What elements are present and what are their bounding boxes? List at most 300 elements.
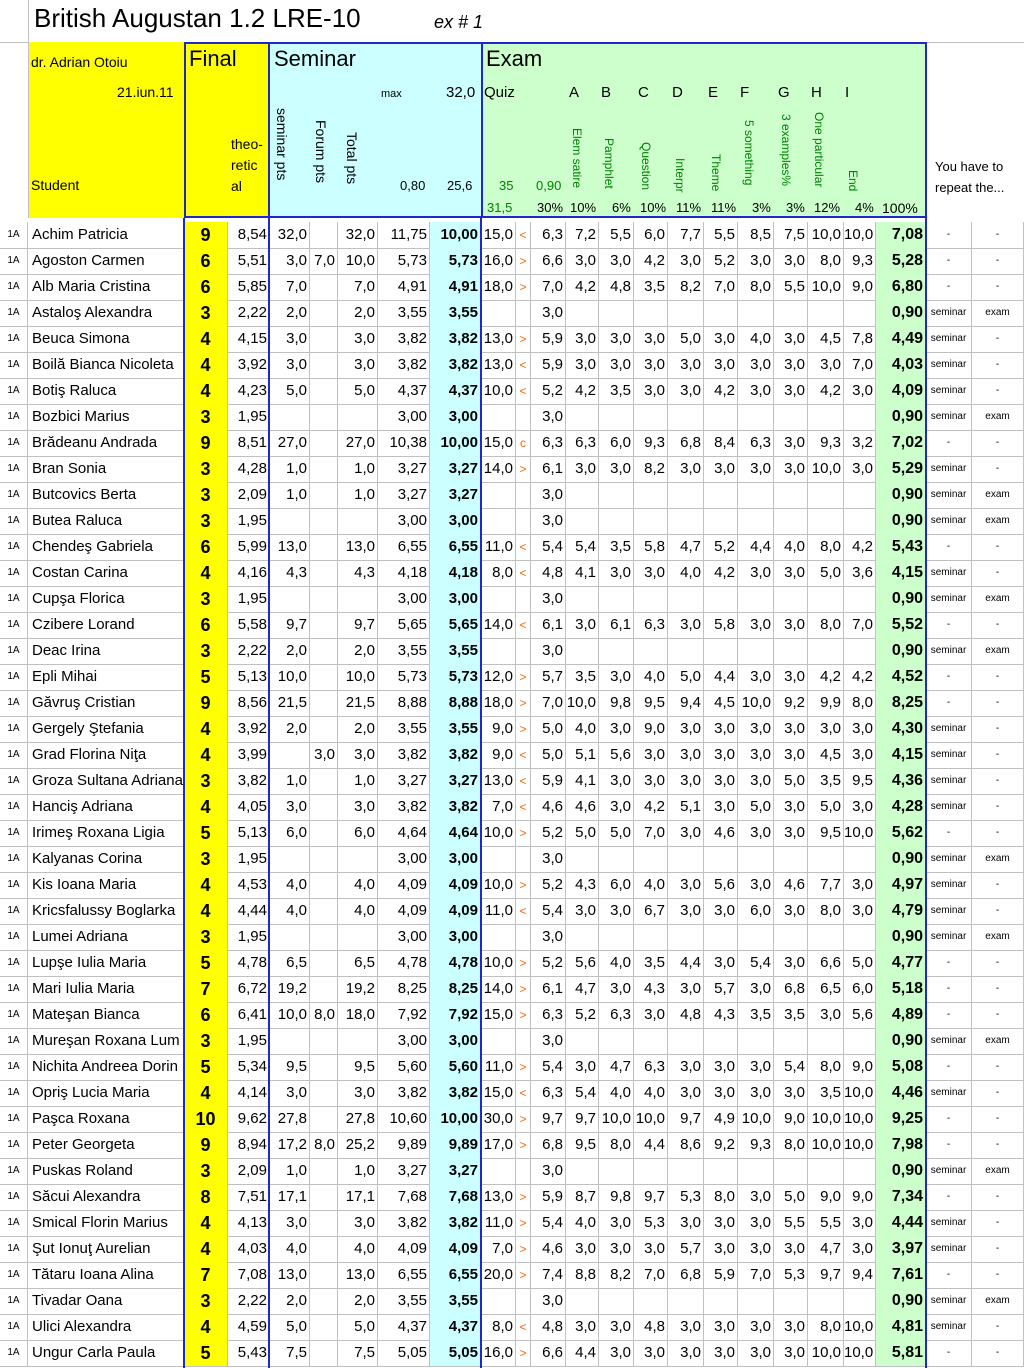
score-f-cell[interactable] <box>738 300 774 326</box>
seminar-pts-cell[interactable]: 27,8 <box>270 1106 310 1132</box>
quiz-cell[interactable]: 17,0 <box>481 1132 516 1158</box>
exam-total-cell[interactable]: 0,90 <box>876 638 926 664</box>
score-a-cell[interactable]: 4,1 <box>566 768 599 794</box>
score-h-cell[interactable]: 8,0 <box>808 1054 844 1080</box>
score-h-cell[interactable]: 8,0 <box>808 534 844 560</box>
score-e-cell[interactable]: 8,0 <box>704 1184 738 1210</box>
seminar-pts-cell[interactable]: 27,0 <box>270 430 310 456</box>
forum-pts-cell[interactable] <box>310 872 338 898</box>
score-g-cell[interactable]: 3,0 <box>774 950 808 976</box>
forum-pts-cell[interactable] <box>310 1080 338 1106</box>
seminar-final-cell[interactable]: 3,27 <box>430 768 481 794</box>
score-e-cell[interactable] <box>704 1028 738 1054</box>
score-a-cell[interactable]: 3,0 <box>566 326 599 352</box>
student-name-cell[interactable]: Astaloş Alexandra <box>28 300 184 326</box>
score-e-cell[interactable]: 3,0 <box>704 794 738 820</box>
repeat-seminar-cell[interactable]: - <box>926 976 972 1002</box>
score-b-cell[interactable] <box>599 586 634 612</box>
repeat-seminar-cell[interactable]: seminar <box>926 560 972 586</box>
score-a-cell[interactable]: 5,4 <box>566 534 599 560</box>
theoretical-cell[interactable]: 3,82 <box>228 768 270 794</box>
score-d-cell[interactable]: 3,0 <box>668 820 704 846</box>
student-name-cell[interactable]: Găvruş Cristian <box>28 690 184 716</box>
theoretical-cell[interactable]: 4,13 <box>228 1210 270 1236</box>
score-a-cell[interactable]: 4,2 <box>566 378 599 404</box>
score-c-cell[interactable]: 3,0 <box>634 1340 668 1366</box>
score-f-cell[interactable]: 6,0 <box>738 898 774 924</box>
total-pts-cell[interactable]: 19,2 <box>338 976 378 1002</box>
seminar-pts-cell[interactable]: 3,0 <box>270 248 310 274</box>
score-f-cell[interactable] <box>738 586 774 612</box>
score-i-cell[interactable]: 6,0 <box>844 976 876 1002</box>
score-i-cell[interactable]: 5,6 <box>844 1002 876 1028</box>
repeat-seminar-cell[interactable]: seminar <box>926 794 972 820</box>
score-b-cell[interactable]: 3,0 <box>599 794 634 820</box>
repeat-exam-cell[interactable]: exam <box>972 638 1024 664</box>
score-i-cell[interactable]: 10,0 <box>844 1106 876 1132</box>
repeat-exam-cell[interactable]: - <box>972 1080 1024 1106</box>
score-f-cell[interactable]: 3,0 <box>738 1054 774 1080</box>
exam-total-cell[interactable]: 0,90 <box>876 1158 926 1184</box>
score-e-cell[interactable]: 8,4 <box>704 430 738 456</box>
exam-total-cell[interactable]: 0,90 <box>876 508 926 534</box>
quiz-cell[interactable]: 9,0 <box>481 742 516 768</box>
quiz-cell[interactable] <box>481 846 516 872</box>
quiz-cell[interactable]: 15,0 <box>481 1080 516 1106</box>
score-a-cell[interactable]: 8,7 <box>566 1184 599 1210</box>
score-b-cell[interactable]: 4,0 <box>599 950 634 976</box>
theoretical-cell[interactable]: 5,85 <box>228 274 270 300</box>
quiz-score-cell[interactable]: 6,3 <box>531 222 566 248</box>
class-cell[interactable]: 1A <box>0 1184 28 1210</box>
score-h-cell[interactable] <box>808 482 844 508</box>
total-pts-cell[interactable]: 3,0 <box>338 326 378 352</box>
repeat-exam-cell[interactable]: - <box>972 274 1024 300</box>
forum-pts-cell[interactable] <box>310 300 338 326</box>
repeat-seminar-cell[interactable]: - <box>926 222 972 248</box>
total-pts-cell[interactable]: 32,0 <box>338 222 378 248</box>
score-b-cell[interactable]: 3,0 <box>599 326 634 352</box>
score-g-cell[interactable] <box>774 404 808 430</box>
forum-pts-cell[interactable]: 8,0 <box>310 1002 338 1028</box>
score-a-cell[interactable] <box>566 1288 599 1314</box>
repeat-exam-cell[interactable]: - <box>972 1314 1024 1340</box>
exam-total-cell[interactable]: 4,89 <box>876 1002 926 1028</box>
quiz-score-cell[interactable]: 6,3 <box>531 1002 566 1028</box>
score-e-cell[interactable]: 3,0 <box>704 326 738 352</box>
forum-pts-cell[interactable] <box>310 716 338 742</box>
quiz-cell[interactable]: 13,0 <box>481 326 516 352</box>
final-grade-cell[interactable]: 4 <box>184 326 228 352</box>
quiz-score-cell[interactable]: 3,0 <box>531 404 566 430</box>
score-d-cell[interactable]: 3,0 <box>668 352 704 378</box>
student-name-cell[interactable]: Gergely Ştefania <box>28 716 184 742</box>
seminar-final-cell[interactable]: 4,78 <box>430 950 481 976</box>
exam-total-cell[interactable]: 5,28 <box>876 248 926 274</box>
quiz-cell[interactable]: 10,0 <box>481 950 516 976</box>
score-b-cell[interactable]: 5,6 <box>599 742 634 768</box>
student-name-cell[interactable]: Opriş Lucia Maria <box>28 1080 184 1106</box>
seminar-final-cell[interactable]: 3,00 <box>430 924 481 950</box>
exam-total-cell[interactable]: 4,15 <box>876 742 926 768</box>
seminar-pts-cell[interactable]: 6,5 <box>270 950 310 976</box>
score-a-cell[interactable]: 4,6 <box>566 794 599 820</box>
score-g-cell[interactable]: 3,0 <box>774 898 808 924</box>
score-a-cell[interactable]: 7,2 <box>566 222 599 248</box>
score-i-cell[interactable] <box>844 924 876 950</box>
forum-pts-cell[interactable] <box>310 1210 338 1236</box>
score-h-cell[interactable]: 6,5 <box>808 976 844 1002</box>
total-pts-cell[interactable]: 10,0 <box>338 248 378 274</box>
forum-pts-cell[interactable] <box>310 274 338 300</box>
forum-pts-cell[interactable] <box>310 222 338 248</box>
repeat-seminar-cell[interactable]: seminar <box>926 742 972 768</box>
theoretical-cell[interactable]: 5,43 <box>228 1340 270 1366</box>
score-f-cell[interactable] <box>738 404 774 430</box>
quiz-indicator-cell[interactable] <box>516 638 531 664</box>
quiz-indicator-cell[interactable]: > <box>516 976 531 1002</box>
score-e-cell[interactable]: 3,0 <box>704 950 738 976</box>
forum-pts-cell[interactable] <box>310 1054 338 1080</box>
forum-pts-cell[interactable] <box>310 1314 338 1340</box>
final-grade-cell[interactable]: 7 <box>184 976 228 1002</box>
forum-pts-cell[interactable] <box>310 846 338 872</box>
score-i-cell[interactable] <box>844 586 876 612</box>
score-e-cell[interactable]: 4,5 <box>704 690 738 716</box>
score-g-cell[interactable]: 5,0 <box>774 1184 808 1210</box>
student-name-cell[interactable]: Puskas Roland <box>28 1158 184 1184</box>
repeat-exam-cell[interactable]: exam <box>972 404 1024 430</box>
seminar-final-cell[interactable]: 5,73 <box>430 248 481 274</box>
seminar-pts-cell[interactable] <box>270 846 310 872</box>
score-a-cell[interactable]: 3,0 <box>566 248 599 274</box>
score-h-cell[interactable]: 5,5 <box>808 1210 844 1236</box>
quiz-indicator-cell[interactable]: > <box>516 1340 531 1366</box>
score-a-cell[interactable]: 3,0 <box>566 1314 599 1340</box>
forum-pts-cell[interactable] <box>310 950 338 976</box>
score-d-cell[interactable] <box>668 300 704 326</box>
seminar-score-cell[interactable]: 3,27 <box>378 456 430 482</box>
seminar-score-cell[interactable]: 3,82 <box>378 794 430 820</box>
forum-pts-cell[interactable]: 8,0 <box>310 1132 338 1158</box>
quiz-indicator-cell[interactable] <box>516 1288 531 1314</box>
repeat-exam-cell[interactable]: - <box>972 1054 1024 1080</box>
quiz-cell[interactable]: 14,0 <box>481 976 516 1002</box>
seminar-final-cell[interactable]: 3,27 <box>430 1158 481 1184</box>
score-h-cell[interactable]: 9,5 <box>808 820 844 846</box>
student-name-cell[interactable]: Hanciş Adriana <box>28 794 184 820</box>
score-f-cell[interactable]: 4,0 <box>738 326 774 352</box>
theoretical-cell[interactable]: 1,95 <box>228 924 270 950</box>
score-g-cell[interactable] <box>774 482 808 508</box>
score-f-cell[interactable]: 3,0 <box>738 248 774 274</box>
score-b-cell[interactable] <box>599 482 634 508</box>
forum-pts-cell[interactable] <box>310 1340 338 1366</box>
seminar-score-cell[interactable]: 3,27 <box>378 768 430 794</box>
forum-pts-cell[interactable] <box>310 924 338 950</box>
repeat-seminar-cell[interactable]: seminar <box>926 1210 972 1236</box>
student-name-cell[interactable]: Alb Maria Cristina <box>28 274 184 300</box>
score-g-cell[interactable]: 3,0 <box>774 716 808 742</box>
score-g-cell[interactable]: 4,6 <box>774 872 808 898</box>
total-pts-cell[interactable]: 10,0 <box>338 664 378 690</box>
score-d-cell[interactable]: 5,0 <box>668 326 704 352</box>
seminar-final-cell[interactable]: 3,55 <box>430 638 481 664</box>
quiz-cell[interactable]: 7,0 <box>481 794 516 820</box>
repeat-seminar-cell[interactable]: seminar <box>926 898 972 924</box>
quiz-score-cell[interactable]: 4,8 <box>531 560 566 586</box>
repeat-exam-cell[interactable]: - <box>972 820 1024 846</box>
student-name-cell[interactable]: Smical Florin Marius <box>28 1210 184 1236</box>
score-h-cell[interactable]: 8,0 <box>808 898 844 924</box>
seminar-pts-cell[interactable]: 3,0 <box>270 1080 310 1106</box>
repeat-exam-cell[interactable]: exam <box>972 924 1024 950</box>
theoretical-cell[interactable]: 5,13 <box>228 664 270 690</box>
seminar-final-cell[interactable]: 3,00 <box>430 508 481 534</box>
score-a-cell[interactable]: 3,0 <box>566 1236 599 1262</box>
total-pts-cell[interactable]: 4,0 <box>338 1236 378 1262</box>
seminar-pts-cell[interactable]: 6,0 <box>270 820 310 846</box>
score-b-cell[interactable] <box>599 1028 634 1054</box>
student-name-cell[interactable]: Mari Iulia Maria <box>28 976 184 1002</box>
exam-total-cell[interactable]: 0,90 <box>876 586 926 612</box>
theoretical-cell[interactable]: 6,72 <box>228 976 270 1002</box>
score-c-cell[interactable]: 3,0 <box>634 768 668 794</box>
score-g-cell[interactable] <box>774 300 808 326</box>
score-a-cell[interactable] <box>566 924 599 950</box>
quiz-score-cell[interactable]: 5,2 <box>531 378 566 404</box>
final-grade-cell[interactable]: 4 <box>184 352 228 378</box>
quiz-indicator-cell[interactable] <box>516 482 531 508</box>
class-cell[interactable]: 1A <box>0 1158 28 1184</box>
seminar-final-cell[interactable]: 6,55 <box>430 534 481 560</box>
exam-total-cell[interactable]: 5,29 <box>876 456 926 482</box>
theoretical-cell[interactable]: 1,95 <box>228 586 270 612</box>
score-g-cell[interactable]: 3,0 <box>774 820 808 846</box>
seminar-score-cell[interactable]: 11,75 <box>378 222 430 248</box>
quiz-cell[interactable] <box>481 300 516 326</box>
score-c-cell[interactable]: 9,3 <box>634 430 668 456</box>
score-c-cell[interactable]: 3,0 <box>634 326 668 352</box>
quiz-score-cell[interactable]: 3,0 <box>531 1158 566 1184</box>
quiz-indicator-cell[interactable] <box>516 924 531 950</box>
repeat-exam-cell[interactable]: - <box>972 1236 1024 1262</box>
score-i-cell[interactable]: 10,0 <box>844 1314 876 1340</box>
score-g-cell[interactable]: 3,0 <box>774 1080 808 1106</box>
final-grade-cell[interactable]: 6 <box>184 534 228 560</box>
score-h-cell[interactable] <box>808 1158 844 1184</box>
quiz-score-cell[interactable]: 3,0 <box>531 508 566 534</box>
score-c-cell[interactable] <box>634 482 668 508</box>
final-grade-cell[interactable]: 3 <box>184 300 228 326</box>
repeat-seminar-cell[interactable]: seminar <box>926 326 972 352</box>
score-h-cell[interactable]: 10,0 <box>808 1132 844 1158</box>
final-grade-cell[interactable]: 3 <box>184 1028 228 1054</box>
seminar-pts-cell[interactable]: 3,0 <box>270 1210 310 1236</box>
repeat-seminar-cell[interactable]: seminar <box>926 378 972 404</box>
seminar-score-cell[interactable]: 4,64 <box>378 820 430 846</box>
total-pts-cell[interactable]: 4,0 <box>338 898 378 924</box>
score-f-cell[interactable]: 3,0 <box>738 352 774 378</box>
seminar-score-cell[interactable]: 3,82 <box>378 352 430 378</box>
score-f-cell[interactable]: 3,0 <box>738 872 774 898</box>
score-h-cell[interactable]: 3,5 <box>808 768 844 794</box>
final-grade-cell[interactable]: 4 <box>184 898 228 924</box>
score-b-cell[interactable]: 6,3 <box>599 1002 634 1028</box>
repeat-exam-cell[interactable]: exam <box>972 846 1024 872</box>
score-g-cell[interactable]: 3,0 <box>774 378 808 404</box>
seminar-final-cell[interactable]: 3,00 <box>430 586 481 612</box>
score-i-cell[interactable]: 10,0 <box>844 1132 876 1158</box>
total-pts-cell[interactable]: 5,0 <box>338 1314 378 1340</box>
score-e-cell[interactable]: 3,0 <box>704 1236 738 1262</box>
repeat-exam-cell[interactable]: - <box>972 1106 1024 1132</box>
exam-total-cell[interactable]: 4,30 <box>876 716 926 742</box>
score-a-cell[interactable] <box>566 586 599 612</box>
student-name-cell[interactable]: Bozbici Marius <box>28 404 184 430</box>
score-c-cell[interactable]: 3,0 <box>634 352 668 378</box>
score-a-cell[interactable]: 3,0 <box>566 612 599 638</box>
score-c-cell[interactable]: 6,7 <box>634 898 668 924</box>
seminar-pts-cell[interactable]: 3,0 <box>270 352 310 378</box>
seminar-score-cell[interactable]: 3,55 <box>378 1288 430 1314</box>
score-c-cell[interactable]: 3,5 <box>634 274 668 300</box>
seminar-pts-cell[interactable] <box>270 586 310 612</box>
quiz-score-cell[interactable]: 5,0 <box>531 742 566 768</box>
total-pts-cell[interactable]: 2,0 <box>338 638 378 664</box>
seminar-final-cell[interactable]: 3,82 <box>430 1080 481 1106</box>
score-a-cell[interactable]: 4,0 <box>566 1210 599 1236</box>
score-b-cell[interactable]: 9,8 <box>599 1184 634 1210</box>
class-cell[interactable]: 1A <box>0 638 28 664</box>
score-a-cell[interactable]: 4,7 <box>566 976 599 1002</box>
score-h-cell[interactable]: 9,7 <box>808 1262 844 1288</box>
score-a-cell[interactable]: 3,0 <box>566 1054 599 1080</box>
final-grade-cell[interactable]: 4 <box>184 1314 228 1340</box>
repeat-exam-cell[interactable]: - <box>972 1340 1024 1366</box>
score-f-cell[interactable]: 3,0 <box>738 716 774 742</box>
exam-total-cell[interactable]: 7,34 <box>876 1184 926 1210</box>
score-f-cell[interactable]: 6,3 <box>738 430 774 456</box>
seminar-pts-cell[interactable]: 1,0 <box>270 768 310 794</box>
repeat-exam-cell[interactable]: exam <box>972 1158 1024 1184</box>
score-i-cell[interactable]: 9,0 <box>844 1054 876 1080</box>
repeat-seminar-cell[interactable]: seminar <box>926 924 972 950</box>
theoretical-cell[interactable]: 4,44 <box>228 898 270 924</box>
score-d-cell[interactable]: 9,4 <box>668 690 704 716</box>
quiz-cell[interactable]: 11,0 <box>481 534 516 560</box>
score-i-cell[interactable]: 10,0 <box>844 1340 876 1366</box>
total-pts-cell[interactable]: 25,2 <box>338 1132 378 1158</box>
class-cell[interactable]: 1A <box>0 222 28 248</box>
quiz-indicator-cell[interactable] <box>516 1158 531 1184</box>
quiz-cell[interactable]: 11,0 <box>481 1054 516 1080</box>
quiz-score-cell[interactable]: 6,3 <box>531 1080 566 1106</box>
score-c-cell[interactable] <box>634 404 668 430</box>
seminar-pts-cell[interactable]: 17,2 <box>270 1132 310 1158</box>
total-pts-cell[interactable]: 27,8 <box>338 1106 378 1132</box>
student-name-cell[interactable]: Deac Irina <box>28 638 184 664</box>
theoretical-cell[interactable]: 8,94 <box>228 1132 270 1158</box>
seminar-pts-cell[interactable]: 10,0 <box>270 1002 310 1028</box>
class-cell[interactable]: 1A <box>0 1210 28 1236</box>
final-grade-cell[interactable]: 4 <box>184 378 228 404</box>
seminar-score-cell[interactable]: 4,09 <box>378 1236 430 1262</box>
score-i-cell[interactable]: 4,2 <box>844 664 876 690</box>
score-e-cell[interactable]: 3,0 <box>704 768 738 794</box>
score-h-cell[interactable] <box>808 638 844 664</box>
student-name-cell[interactable]: Butea Raluca <box>28 508 184 534</box>
theoretical-cell[interactable]: 4,53 <box>228 872 270 898</box>
seminar-score-cell[interactable]: 10,60 <box>378 1106 430 1132</box>
total-pts-cell[interactable] <box>338 1028 378 1054</box>
score-g-cell[interactable]: 3,0 <box>774 742 808 768</box>
quiz-cell[interactable]: 15,0 <box>481 430 516 456</box>
student-name-cell[interactable]: Mateşan Bianca <box>28 1002 184 1028</box>
score-b-cell[interactable]: 3,0 <box>599 976 634 1002</box>
seminar-final-cell[interactable]: 7,68 <box>430 1184 481 1210</box>
score-i-cell[interactable] <box>844 846 876 872</box>
score-g-cell[interactable]: 3,0 <box>774 248 808 274</box>
score-i-cell[interactable] <box>844 638 876 664</box>
seminar-final-cell[interactable]: 3,55 <box>430 1288 481 1314</box>
quiz-score-cell[interactable]: 5,2 <box>531 950 566 976</box>
score-f-cell[interactable] <box>738 846 774 872</box>
score-h-cell[interactable]: 4,2 <box>808 378 844 404</box>
exam-total-cell[interactable]: 4,49 <box>876 326 926 352</box>
total-pts-cell[interactable]: 17,1 <box>338 1184 378 1210</box>
student-name-cell[interactable]: Boilă Bianca Nicoleta <box>28 352 184 378</box>
seminar-score-cell[interactable]: 3,82 <box>378 1210 430 1236</box>
seminar-pts-cell[interactable]: 4,3 <box>270 560 310 586</box>
final-grade-cell[interactable]: 9 <box>184 690 228 716</box>
repeat-exam-cell[interactable]: - <box>972 898 1024 924</box>
total-pts-cell[interactable]: 1,0 <box>338 456 378 482</box>
score-c-cell[interactable]: 3,0 <box>634 742 668 768</box>
score-e-cell[interactable] <box>704 586 738 612</box>
score-g-cell[interactable] <box>774 924 808 950</box>
quiz-cell[interactable]: 12,0 <box>481 664 516 690</box>
seminar-final-cell[interactable]: 6,55 <box>430 1262 481 1288</box>
score-f-cell[interactable]: 3,0 <box>738 1184 774 1210</box>
repeat-exam-cell[interactable]: exam <box>972 1288 1024 1314</box>
repeat-exam-cell[interactable]: exam <box>972 300 1024 326</box>
forum-pts-cell[interactable] <box>310 534 338 560</box>
class-cell[interactable]: 1A <box>0 924 28 950</box>
score-g-cell[interactable]: 3,0 <box>774 1314 808 1340</box>
score-b-cell[interactable] <box>599 508 634 534</box>
seminar-score-cell[interactable]: 3,55 <box>378 638 430 664</box>
repeat-seminar-cell[interactable]: seminar <box>926 1236 972 1262</box>
score-h-cell[interactable]: 10,0 <box>808 222 844 248</box>
total-pts-cell[interactable]: 13,0 <box>338 1262 378 1288</box>
score-e-cell[interactable]: 4,6 <box>704 820 738 846</box>
quiz-score-cell[interactable]: 6,1 <box>531 456 566 482</box>
repeat-seminar-cell[interactable]: - <box>926 248 972 274</box>
score-g-cell[interactable] <box>774 1158 808 1184</box>
score-a-cell[interactable]: 3,5 <box>566 664 599 690</box>
quiz-score-cell[interactable]: 9,7 <box>531 1106 566 1132</box>
forum-pts-cell[interactable] <box>310 1236 338 1262</box>
score-e-cell[interactable]: 3,0 <box>704 1054 738 1080</box>
quiz-indicator-cell[interactable]: > <box>516 1054 531 1080</box>
quiz-score-cell[interactable]: 5,2 <box>531 872 566 898</box>
score-g-cell[interactable]: 5,5 <box>774 274 808 300</box>
total-pts-cell[interactable]: 1,0 <box>338 482 378 508</box>
repeat-seminar-cell[interactable]: seminar <box>926 352 972 378</box>
score-e-cell[interactable]: 5,8 <box>704 612 738 638</box>
total-pts-cell[interactable]: 13,0 <box>338 534 378 560</box>
